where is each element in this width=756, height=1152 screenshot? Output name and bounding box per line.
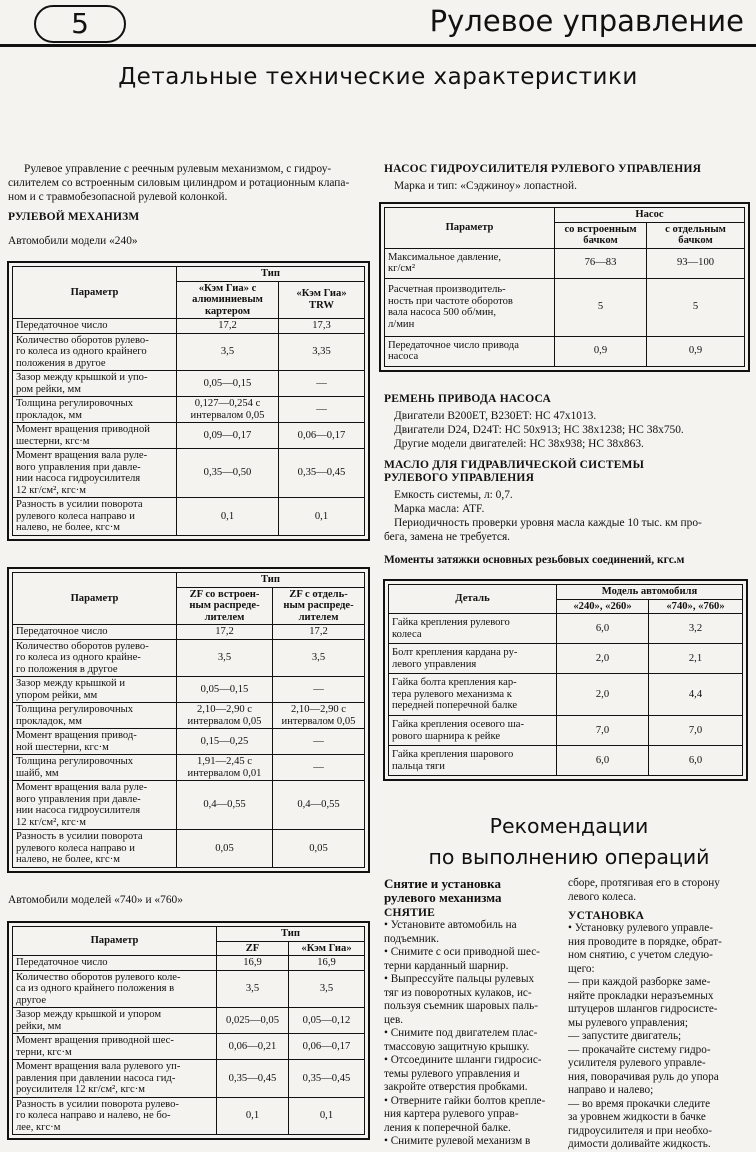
intro-paragraph (8, 162, 370, 204)
table-row: Расчетная производитель- ность при частоте оборотов вала насоса 500 об/мин, л/мин 5 5 (385, 278, 745, 336)
table-row: Толщина регулировочных прокладок, мм 0,127—0,254 с интервалом 0,05 — (13, 397, 365, 423)
belt-line: Двигатели D24, D24T: HC 50x913; HC 38x1238; HC 38x750. (394, 424, 684, 436)
table-row: Момент вращения вала руле- вого управления при давле- нии насоса гидроусилителя 12 кг/см², кгс·м 0,35—0,50 0,35—0,45 (13, 449, 365, 498)
subtitle-740: Автомобили моделей «740» и «760» (8, 894, 183, 906)
belt-text (394, 409, 754, 451)
table-header-group: Тип (177, 573, 365, 588)
section-title: Рулевое управление (429, 4, 744, 38)
removal-subheading: СНЯТИЕ (384, 907, 436, 919)
pump-make: Марка и тип: «Сэджиноу» лопастной. (394, 180, 577, 192)
oil-text (384, 488, 750, 544)
table-header-group: Модель автомобиля (557, 585, 743, 600)
table-steering-740 (12, 926, 365, 1135)
table-torque (388, 584, 743, 776)
install-section (568, 877, 754, 1152)
table-row: Момент вращения вала рулевого уп- равления при давлении насоса гид- роусилителя 12 кг/см², кгс·м 0,35—0,45 0,35—0,45 (13, 1060, 365, 1098)
table-row: Момент вращения вала руле- вого управления при давле- нии насоса гидроусилителя 12 кг/см², кгс·м 0,4—0,55 0,4—0,55 (13, 781, 365, 830)
table-header-param: Параметр (13, 267, 177, 319)
table-row: Зазор между крышкой и упором рейки, мм 0,025—0,05 0,05—0,12 (13, 1008, 365, 1034)
table-pump (384, 207, 745, 367)
install-text: • Установку рулевого управле- ния проводите в порядке, обрат- ном снятию, с учетом следую- щего: — при каждой разборке заме- няйте прокладки неразъемных штуцеров шлангов гидросисте- мы рулевого управления; — запустите двигатель; — прокачайте систему гидро- усилителя рулевого управле- ния, поворачивая руль до упора направо и налево; — во время прокачки следите за уровнем жидкости в бачке гидроусилителя и при необхо- димости доливайте жидкость. (568, 922, 722, 1150)
table-header-col1: со встроенным бачком (555, 222, 647, 248)
table-row: Болт крепления кардана ру- левого управления 2,0 2,1 (389, 644, 743, 674)
table-row: Момент вращения приводной шестерни, кгс·м 0,09—0,17 0,06—0,17 (13, 423, 365, 449)
table-row: Разность в усилии поворота рулевого колеса направо и налево, не более, кгс·м 0,05 0,05 (13, 830, 365, 868)
removal-title: Снятие и установка рулевого механизма (384, 876, 502, 905)
table-row: Зазор между крышкой и упором рейки, мм 0,05—0,15 — (13, 677, 365, 703)
table-header-col1: «240», «260» (557, 599, 649, 614)
table-row: Передаточное число привода насоса 0,9 0,9 (385, 336, 745, 366)
belt-heading: РЕМЕНЬ ПРИВОДА НАСОСА (384, 393, 551, 405)
header-rule (0, 44, 756, 47)
oil-line: бега, замена не требуется. (384, 531, 511, 543)
table-row: Разность в усилии поворота рулево- го колеса направо и налево, не бо- лее, кгс·м 0,1 0,1 (13, 1097, 365, 1135)
table-header-param: Параметр (13, 573, 177, 625)
table-header-col2: ZF с отдель- ным распреде- лителем (273, 587, 365, 625)
table-row: Зазор между крышкой и упо- ром рейки, мм 0,05—0,15 — (13, 371, 365, 397)
intro-line: ном и с травмобезопасной рулевой колонкой. (8, 191, 228, 203)
table-header-col2: «Кэм Гиа» (289, 941, 365, 956)
install-subheading: УСТАНОВКА (568, 910, 645, 922)
recommend-title-2: по выполнению операций (428, 845, 710, 869)
table-header-group: Тип (217, 927, 365, 942)
removal-section (384, 877, 562, 1149)
table-row: Толщина регулировочных шайб, мм 1,91—2,45 с интервалом 0,01 — (13, 755, 365, 781)
oil-heading: МАСЛО ДЛЯ ГИДРАВЛИЧЕСКОЙ СИСТЕМЫ РУЛЕВОГО УПРАВЛЕНИЯ (384, 459, 645, 484)
torque-heading: Моменты затяжки основных резьбовых соединений, кгс.м (384, 554, 685, 566)
table-header-param: Параметр (385, 208, 555, 249)
table-header-col2: «740», «760» (649, 599, 743, 614)
belt-line: Другие модели двигателей: HC 38x938; HC 38x863. (394, 438, 644, 450)
table-row: Момент вращения привод- ной шестерни, кгс·м 0,15—0,25 — (13, 729, 365, 755)
table-row: Толщина регулировочных прокладок, мм 2,10—2,90 с интервалом 0,05 2,10—2,90 с интервалом 0,05 (13, 703, 365, 729)
intro-line: силителем со встроенным силовым цилиндром и ротационным клапа- (8, 177, 350, 189)
table-row: Гайка крепления осевого ша- рового шарнира к рейке 7,0 7,0 (389, 716, 743, 746)
table-row: Количество оборотов рулевого коле- са из одного крайнего положения в другое 3,5 3,5 (13, 970, 365, 1008)
table-header-col2: «Кэм Гиа» TRW (279, 281, 365, 319)
table-row: Передаточное число 16,9 16,9 (13, 956, 365, 971)
subtitle-240: Автомобили модели «240» (8, 235, 138, 247)
table-header-col1: ZF (217, 941, 289, 956)
belt-line: Двигатели B200ET, B230ET: HC 47x1013. (394, 410, 597, 422)
table-row: Гайка крепления шарового пальца тяги 6,0 6,0 (389, 746, 743, 776)
install-pre: сборе, протягивая его в сторону левого колеса. (568, 877, 720, 903)
table-header-group: Насос (555, 208, 745, 223)
oil-line: Периодичность проверки уровня масла каждые 10 тыс. км про- (394, 517, 702, 529)
table-row: Гайка болта крепления кар- тера рулевого механизма к передней поперечной балке 2,0 4,4 (389, 674, 743, 716)
table-steering-240-a (12, 266, 365, 536)
table-row: Количество оборотов рулево- го колеса из одного крайне- го положения в другое 3,5 3,5 (13, 639, 365, 677)
chapter-number: 5 (34, 5, 126, 43)
table-header-col1: «Кэм Гиа» с алюминиевым картером (177, 281, 279, 319)
intro-line: Рулевое управление с реечным рулевым механизмом, с гидроу- (24, 163, 332, 175)
table-row: Гайка крепления рулевого колеса 6,0 3,2 (389, 614, 743, 644)
table-header-group: Тип (177, 267, 365, 282)
page-title: Детальные технические характеристики (118, 64, 638, 90)
table-row: Передаточное число 17,2 17,2 (13, 625, 365, 640)
pump-heading: НАСОС ГИДРОУСИЛИТЕЛЯ РУЛЕВОГО УПРАВЛЕНИЯ (384, 163, 702, 175)
table-row: Момент вращения приводной шес- терни, кгс·м 0,06—0,21 0,06—0,17 (13, 1034, 365, 1060)
table-steering-240-b (12, 572, 365, 868)
table-header-col2: с отдельным бачком (647, 222, 745, 248)
steering-mech-heading: РУЛЕВОЙ МЕХАНИЗМ (8, 211, 140, 223)
table-row: Количество оборотов рулево- го колеса из одного крайнего положения в другое 3,5 3,35 (13, 333, 365, 371)
table-row: Максимальное давление, кг/см² 76—83 93—100 (385, 248, 745, 278)
oil-line: Емкость системы, л: 0,7. (394, 489, 513, 501)
table-header-col1: ZF со встроен- ным распреде- лителем (177, 587, 273, 625)
recommend-title-1: Рекомендации (489, 814, 649, 838)
removal-text: • Установите автомобиль на подъемник. • Снимите с оси приводной шес- терни карданный шарнир. • Выпрессуйте пальцы рулевых тяг из поворотных кулаков, ис- пользуя съемник шаровых паль- цев. • Снимите под двигателем плас- тмассовую защитную крышку. • Отсоедините шланги гидросис- темы рулевого управления и закройте отверстия пробками. • Отверните гайки болтов крепле- ния картера рулевого управ- ления к поперечной балке. • Снимите рулевой механизм в (384, 919, 546, 1147)
table-header-param: Параметр (13, 927, 217, 956)
table-row: Передаточное число 17,2 17,3 (13, 319, 365, 334)
oil-line: Марка масла: ATF. (394, 503, 485, 515)
table-header-detail: Деталь (389, 585, 557, 614)
table-row: Разность в усилии поворота рулевого колеса направо и налево, не более, кгс·м 0,1 0,1 (13, 498, 365, 536)
